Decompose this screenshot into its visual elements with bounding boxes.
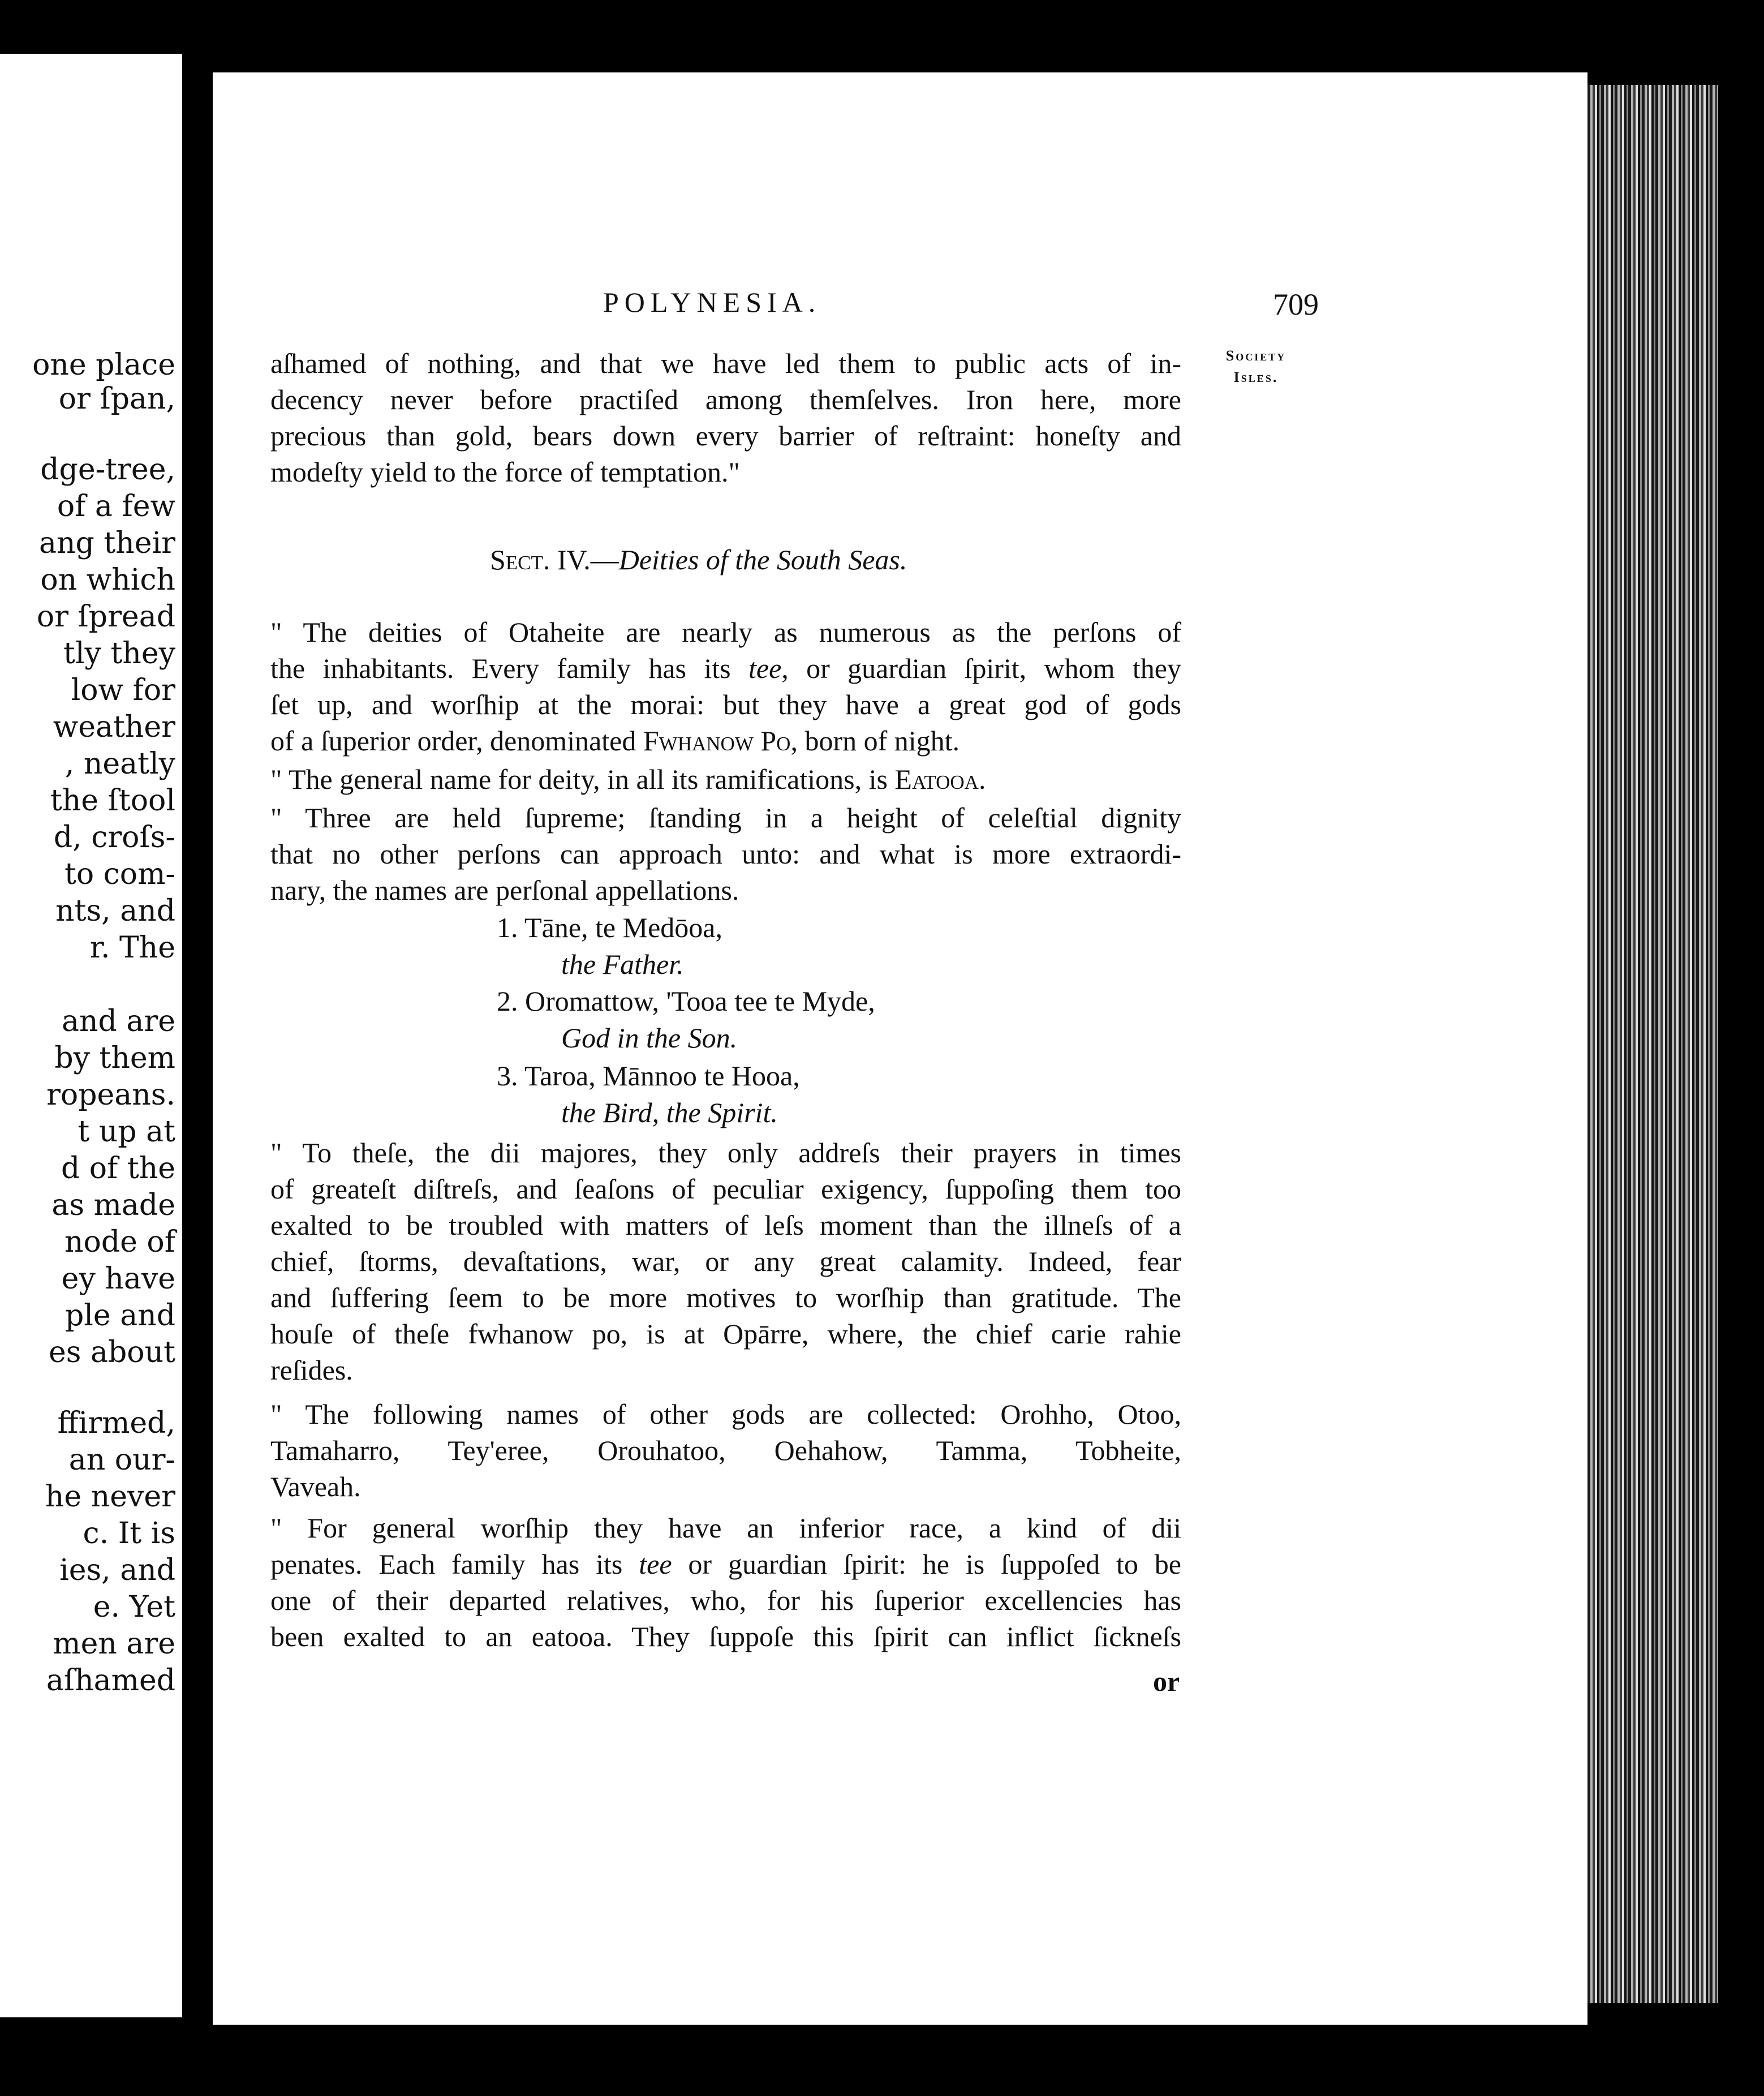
left-fragment-line: the ſtool [50,784,175,818]
deity-gloss: the Bird, the Spirit. [561,1097,778,1128]
text-line: " The following names of other gods are collected: Orohho, Otoo, [270,1398,1181,1430]
left-fragment-line: dge-tree, [40,453,175,487]
deity-name: Eatooa [894,763,979,795]
deity-gloss: the Father. [561,948,684,980]
text-run: of a ſuperior order, denominated [270,725,643,757]
left-fragment-line: d, croſs- [53,821,175,854]
deity-entry [497,985,875,1017]
page-edges [1587,85,1718,2003]
text-line: of greateſt diſtreſs, and ſeaſons of peculiar exigency, ſuppoſing them too [270,1173,1181,1205]
left-fragment-line: on which [40,563,175,597]
margin-note-line: Society [1225,347,1287,364]
left-fragment-line: an our- [68,1443,175,1477]
left-fragment-line: node of [64,1225,175,1259]
deity-number: 2. [497,985,518,1017]
left-fragment-line: r. The [89,931,175,965]
text-run: , born of night. [790,725,960,757]
text-line: precious than gold, bears down every barrier of reſtraint: honeſty and [270,420,1181,452]
deity-entry [497,1059,800,1092]
deity-name: Oromattow, 'Tooa tee te Myde, [525,985,875,1017]
left-fragment-line: ropeans. [46,1078,175,1112]
left-fragment-line: ple and [65,1299,175,1333]
italic-term: tee [748,652,782,684]
left-page-fragment [0,54,182,2017]
left-fragment-line: as made [51,1188,175,1222]
left-fragment-line: ang their [39,526,175,560]
section-title: Deities of the South Seas. [618,544,907,575]
text-line: one of their departed relatives, who, for his ſuperior excellencies has [270,1584,1181,1616]
text-line: and ſuffering ſeem to be more motives to worſhip than gratitude. The [270,1282,1181,1313]
scan-border [1718,91,1764,2003]
deity-name: Fwhanow Po [643,725,791,757]
text-run: " The general name for deity, in all its ramifications, is [270,763,895,795]
left-fragment-line: c. It is [83,1517,175,1550]
left-fragment-line: one place [32,348,175,382]
text-run: , or guardian ſpirit, whom they [781,652,1181,684]
left-fragment-line: he never [45,1480,175,1514]
deity-name: Taroa, Mānnoo te Hooa, [524,1060,800,1092]
text-line: that no other perſons can approach unto: and what is more extraordi- [270,838,1181,870]
text-line: nary, the names are perſonal appellations. [270,874,739,906]
text-line: ſet up, and worſhip at the morai: but they have a great god of gods [270,689,1181,720]
text-line: " The deities of Otaheite are nearly as numerous as the perſons of [270,616,1181,648]
left-fragment-line: by them [54,1041,175,1075]
text-line [270,1546,1181,1582]
left-fragment-line: weather [53,710,175,744]
text-line: Tamaharro, Tey'eree, Orouhatoo, Oehahow, Tamma, Tobheite, [270,1434,1181,1466]
text-line: " Three are held ſupreme; ſtanding in a height of celeſtial dignity [270,802,1181,834]
text-run: or guardian ſpirit: he is ſuppoſed to be [672,1548,1181,1580]
text-line: decency never before practiſed among themſelves. Iron here, more [270,384,1181,415]
left-fragment-line: low for [71,673,175,707]
deity-number: 3. [497,1060,518,1092]
text-line: exalted to be troubled with matters of leſs moment than the illneſs of a [270,1209,1181,1241]
section-dash: — [590,544,619,575]
page-number: 709 [1273,287,1319,321]
text-run: penates. Each family has its [270,1548,639,1580]
text-line: modeſty yield to the force of temptation." [270,456,740,488]
left-fragment-line: men are [53,1627,175,1661]
italic-term: tee [639,1548,672,1580]
text-line: " For general worſhip they have an inferior race, a kind of dii [270,1512,1181,1544]
section-label: Sect. IV. [490,544,591,575]
text-line: aſhamed of nothing, and that we have led them to public acts of in- [270,347,1181,379]
margin-note [1205,345,1307,388]
left-fragment-line: ey have [61,1262,175,1296]
margin-note-line: Isles. [1233,369,1279,385]
deity-gloss: God in the Son. [561,1022,738,1054]
book-gutter [182,62,213,2015]
left-fragment-line: of a few [57,489,175,523]
left-fragment-line: ffirmed, [57,1406,175,1440]
left-fragment-line: ies, and [59,1553,175,1587]
text-line: been exalted to an eatooa. They ſuppoſe this ſpirit can inflict ſickneſs [270,1621,1181,1652]
text-line: reſides. [270,1354,353,1386]
text-line [270,761,1181,797]
text-line [270,650,1181,686]
left-fragment-line: es about [49,1335,175,1369]
text-line [270,723,1181,759]
left-fragment-line: aſhamed [46,1664,175,1698]
left-fragment-line: d of the [61,1152,175,1186]
left-fragment-line: to com- [64,857,175,891]
deity-entry [497,911,722,944]
left-fragment-line: or ſpan, [58,382,175,416]
left-fragment-line: nts, and [55,894,175,928]
text-line: Vaveah. [270,1471,361,1502]
left-fragment-line: tly they [63,637,175,671]
text-line: houſe of theſe fwhanow po, is at Opārre, where, the chief carie rahie [270,1318,1181,1350]
left-fragment-line: or ſpread [36,600,175,634]
left-fragment-line: , neatly [64,747,175,781]
left-fragment-line: and are [62,1004,175,1038]
deity-number: 1. [497,912,518,943]
text-run: . [978,763,986,795]
running-head: POLYNESIA. [603,286,821,318]
section-heading [490,543,907,576]
left-fragment-line: t up at [78,1115,175,1149]
left-fragment-line: e. Yet [93,1590,175,1624]
text-line: " To theſe, the dii majores, they only addreſs their prayers in times [270,1137,1181,1169]
text-run: the inhabitants. Every family has its [270,652,748,684]
deity-name: Tāne, te Medōoa, [524,912,722,943]
text-line: chief, ſtorms, devaſtations, war, or any great calamity. Indeed, fear [270,1245,1181,1277]
catchword: or [1153,1665,1180,1697]
